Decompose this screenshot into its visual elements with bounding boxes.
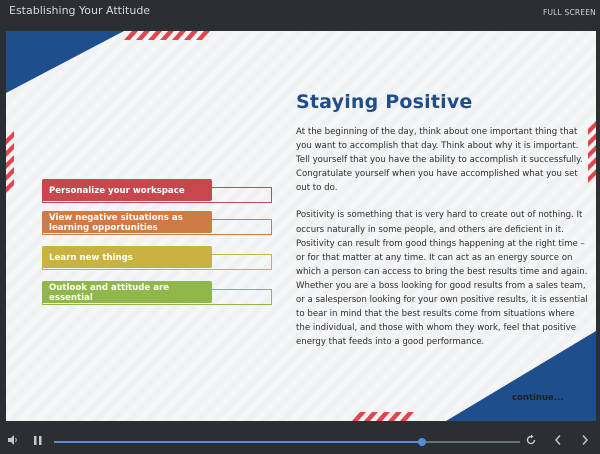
- list-item-learn-new-things: [42, 246, 278, 270]
- progress-fill: [54, 441, 422, 443]
- previous-icon[interactable]: [553, 434, 563, 449]
- list-item-outlook-attitude: [42, 281, 278, 305]
- slide-heading: Staying Positive: [296, 91, 473, 113]
- item-label: Learn new things: [42, 246, 212, 268]
- list-item-personalize-workspace: [42, 179, 278, 203]
- slide-canvas: [6, 31, 596, 421]
- item-label: View negative situations as learning opportunities: [42, 211, 212, 233]
- full-screen-button[interactable]: FULL SCREEN: [542, 8, 596, 17]
- volume-icon[interactable]: [7, 434, 19, 449]
- pause-icon[interactable]: [33, 435, 43, 449]
- item-label: Personalize your workspace: [42, 179, 212, 201]
- paragraph-2: Positivity is something that is very hard to create out of nothing. It occurs naturally in some people, and others are deficient in it. Positivity can result from good things happening at the right time – or for that matter at any time. It can act as an energy source on which a person can access to bring the best results time and again. Whether you are a boss looking for good results from a sales team, or a salesperson looking for your own positive results, it is essential to bear in mind that the best results come from situations where the individual, and those with whom they work, feel that positive energy that feeds into a good performance.: [296, 210, 588, 348]
- item-label: Outlook and attitude are essential: [42, 281, 212, 303]
- paragraph-1: At the beginning of the day, think about one important thing that you want to accomplish that day. Think about why it is important. Tell yourself that you have the ability to accomplish it successfully. Congratulate yourself when you have accomplished what you set out to do.: [296, 127, 583, 194]
- progress-handle[interactable]: [418, 438, 426, 446]
- replay-icon[interactable]: [525, 434, 537, 449]
- course-title: Establishing Your Attitude: [9, 4, 151, 17]
- slide-body: [296, 125, 588, 362]
- next-icon[interactable]: [580, 434, 590, 449]
- player-top-bar: [0, 0, 600, 28]
- progress-bar[interactable]: [54, 441, 520, 443]
- list-item-view-negative-situations: [42, 211, 278, 235]
- player-controls: [0, 428, 600, 454]
- continue-link[interactable]: continue...: [512, 393, 564, 403]
